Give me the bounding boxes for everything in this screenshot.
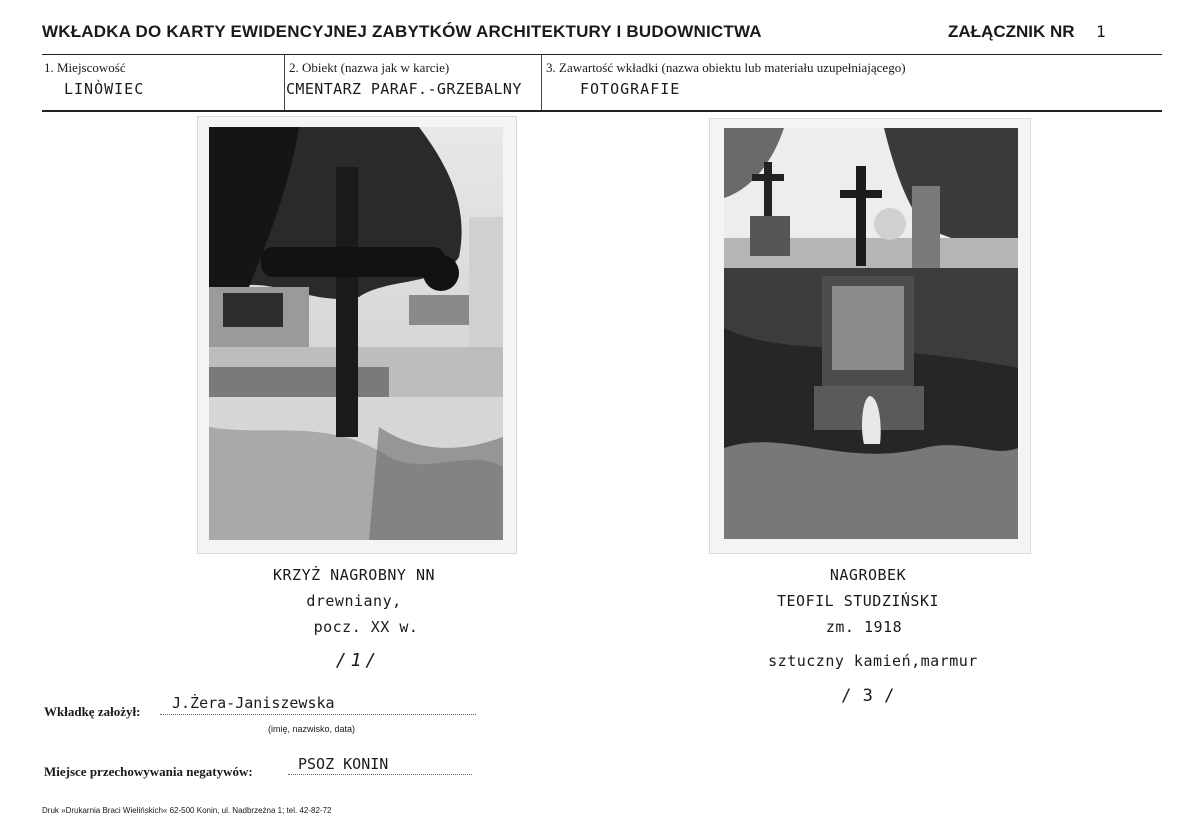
photo2-caption-date: zm. 1918 bbox=[825, 618, 903, 636]
locality-value: LINÒWIEC bbox=[64, 80, 145, 98]
attachment-number: 1 bbox=[1096, 22, 1106, 41]
contents-value: FOTOGRAFIE bbox=[580, 80, 681, 98]
header-rule bbox=[42, 54, 1162, 55]
storage-value: PSOZ KONIN bbox=[298, 755, 389, 773]
storage-label: Miejsce przechowywania negatywów: bbox=[44, 764, 253, 779]
locality-label: 1. Miejscowość bbox=[44, 60, 126, 75]
photo-wooden-cross bbox=[209, 127, 503, 540]
object-label: 2. Obiekt (nazwa jak w karcie) bbox=[289, 60, 450, 75]
photo1-caption-material: drewniany, bbox=[306, 592, 402, 610]
field-divider-1 bbox=[284, 55, 285, 110]
photo2-caption-name: TEOFIL STUDZIŃSKI bbox=[776, 592, 940, 610]
founder-hint: (imię, nazwisko, data) bbox=[268, 724, 356, 734]
photo2-caption-material: sztuczny kamień,marmur bbox=[768, 652, 978, 670]
founder-value: J.Żera-Janiszewska bbox=[172, 694, 335, 712]
photo2-caption-title: NAGROBEK bbox=[829, 566, 907, 584]
printer-footer: Druk »Drukarnia Braci Wielińskich« 62-500 Konin, ul. Nadbrzeżna 1; tel. 42-82-72 bbox=[42, 806, 332, 815]
fields-rule bbox=[42, 110, 1162, 112]
photo-tombstone bbox=[724, 128, 1018, 539]
photo2-number: / 3 / bbox=[841, 686, 895, 706]
document-title: WKŁADKA DO KARTY EWIDENCYJNEJ ZABYTKÓW ARCHITEKTURY I BUDOWNICTWA bbox=[42, 22, 762, 41]
photo1-caption-date: pocz. XX w. bbox=[313, 618, 419, 636]
attachment-label: ZAŁĄCZNIK NR bbox=[948, 22, 1075, 41]
storage-dotted-line bbox=[288, 774, 472, 775]
contents-label: 3. Zawartość wkładki (nazwa obiektu lub materiału uzupełniającego) bbox=[546, 60, 906, 75]
photo1-caption-title: KRZYŻ NAGROBNY NN bbox=[272, 566, 436, 584]
photo1-number: /1/ bbox=[335, 650, 381, 671]
object-value: CMENTARZ PARAF.-GRZEBALNY bbox=[286, 80, 522, 98]
field-divider-2 bbox=[541, 55, 542, 110]
founder-dotted-line bbox=[160, 714, 476, 715]
founder-label: Wkładkę założył: bbox=[44, 704, 141, 719]
